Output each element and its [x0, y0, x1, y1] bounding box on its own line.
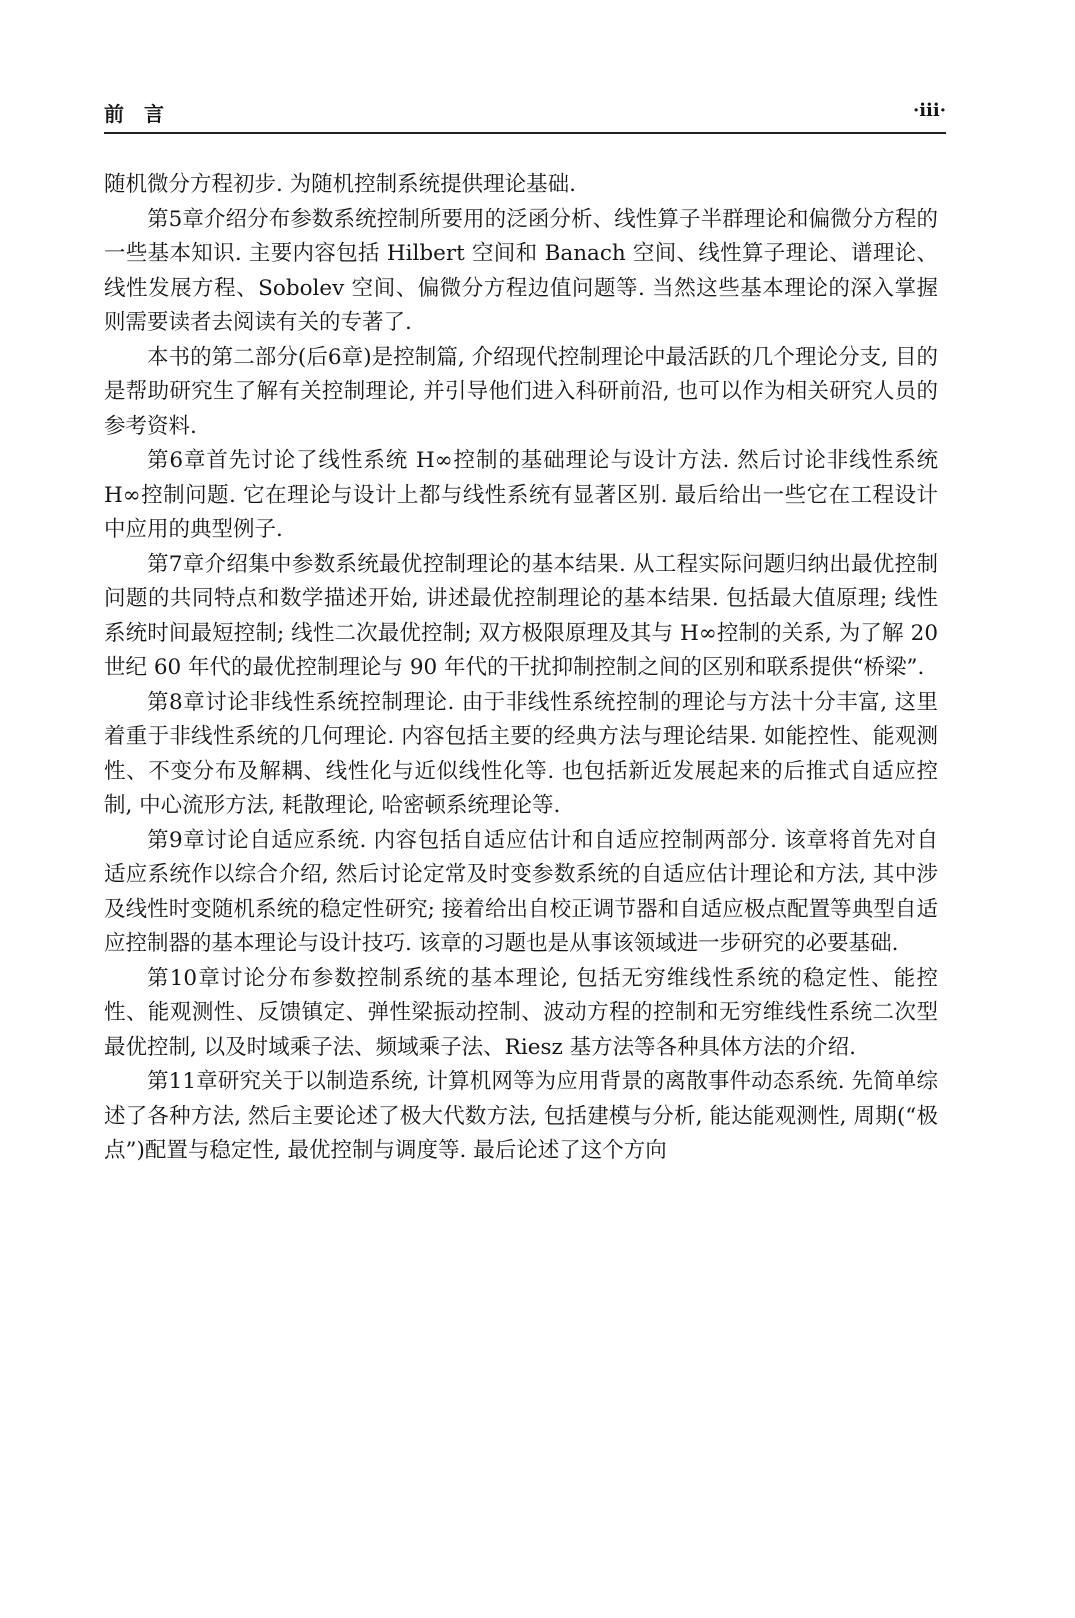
running-header-title: 前言 — [104, 102, 184, 126]
paragraph-chapter-8: 第8章讨论非线性系统控制理论. 由于非线性系统控制的理论与方法十分丰富, 这里着重于非线性系统的几何理论. 内容包括主要的经典方法与理论结果. 如能控性、能观测性、不变分布及解耦、线性化与近似线性化等. 也包括新近发展起来的后推式自适应控制, 中心流形方法, 耗散理论, 哈密顿系统理论等. — [104, 689, 938, 818]
paragraph-chapter-7: 第7章介绍集中参数系统最优控制理论的基本结果. 从工程实际问题归纳出最优控制问题的共同特点和数学描述开始, 讲述最优控制理论的基本结果. 包括最大值原理; 线性系统时间最短控制; 线性二次最优控制; 双方极限原理及其与 H∞控制的关系, 为了解 20 世纪 60 年代的最优控制理论与 90 年代的干扰抑制控制之间的区别和联系提供“桥梁”. — [104, 551, 938, 680]
paragraph-part-two: 本书的第二部分(后6章)是控制篇, 介绍现代控制理论中最活跃的几个理论分支, 目的是帮助研究生了解有关控制理论, 并引导他们进入科研前沿, 也可以作为相关研究人员的参考资料. — [104, 344, 938, 439]
paragraph-chapter-11: 第11章研究关于以制造系统, 计算机网等为应用背景的离散事件动态系统. 先简单综述了各种方法, 然后主要论述了极大代数方法, 包括建模与分析, 能达能观测性, 周期(“极点”)配置与稳定性, 最优控制与调度等. 最后论述了这个方向 — [104, 1069, 938, 1163]
paragraph-chapter-10: 第10章讨论分布参数控制系统的基本理论, 包括无穷维线性系统的稳定性、能控性、能观测性、反馈镇定、弹性梁振动控制、波动方程的控制和无穷维线性系统二次型最优控制, 以及时域乘子法、频域乘子法、Riesz 基方法等各种具体方法的介绍. — [104, 965, 938, 1060]
paragraph-continuation: 随机微分方程初步. 为随机控制系统提供理论基础. — [104, 172, 577, 197]
header-rule — [104, 132, 946, 134]
page-number: ·iii· — [912, 100, 946, 121]
paragraph-chapter-9: 第9章讨论自适应系统. 内容包括自适应估计和自适应控制两部分. 该章将首先对自适应系统作以综合介绍, 然后讨论定常及时变参数系统的自适应估计理论和方法, 其中涉及线性时变随机系统的稳定性研究; 接着给出自校正调节器和自适应极点配置等典型自适应控制器的基本理论与设计技巧. 该章的习题也是从事该领域进一步研究的必要基础. — [104, 827, 938, 956]
paragraph-chapter-5: 第5章介绍分布参数系统控制所要用的泛函分析、线性算子半群理论和偏微分方程的一些基本知识. 主要内容包括 Hilbert 空间和 Banach 空间、线性算子理论、谱理论、线性发展方程、Sobolev 空间、偏微分方程边值问题等. 当然这些基本理论的深入掌握则需要读者去阅读有关的专著了. — [104, 206, 938, 335]
paragraph-chapter-6: 第6章首先讨论了线性系统 H∞控制的基础理论与设计方法. 然后讨论非线性系统 H∞控制问题. 它在理论与设计上都与线性系统有显著区别. 最后给出一些它在工程设计中应用的典型例子. — [104, 448, 938, 542]
body-text — [104, 168, 938, 1169]
running-header — [104, 98, 946, 128]
